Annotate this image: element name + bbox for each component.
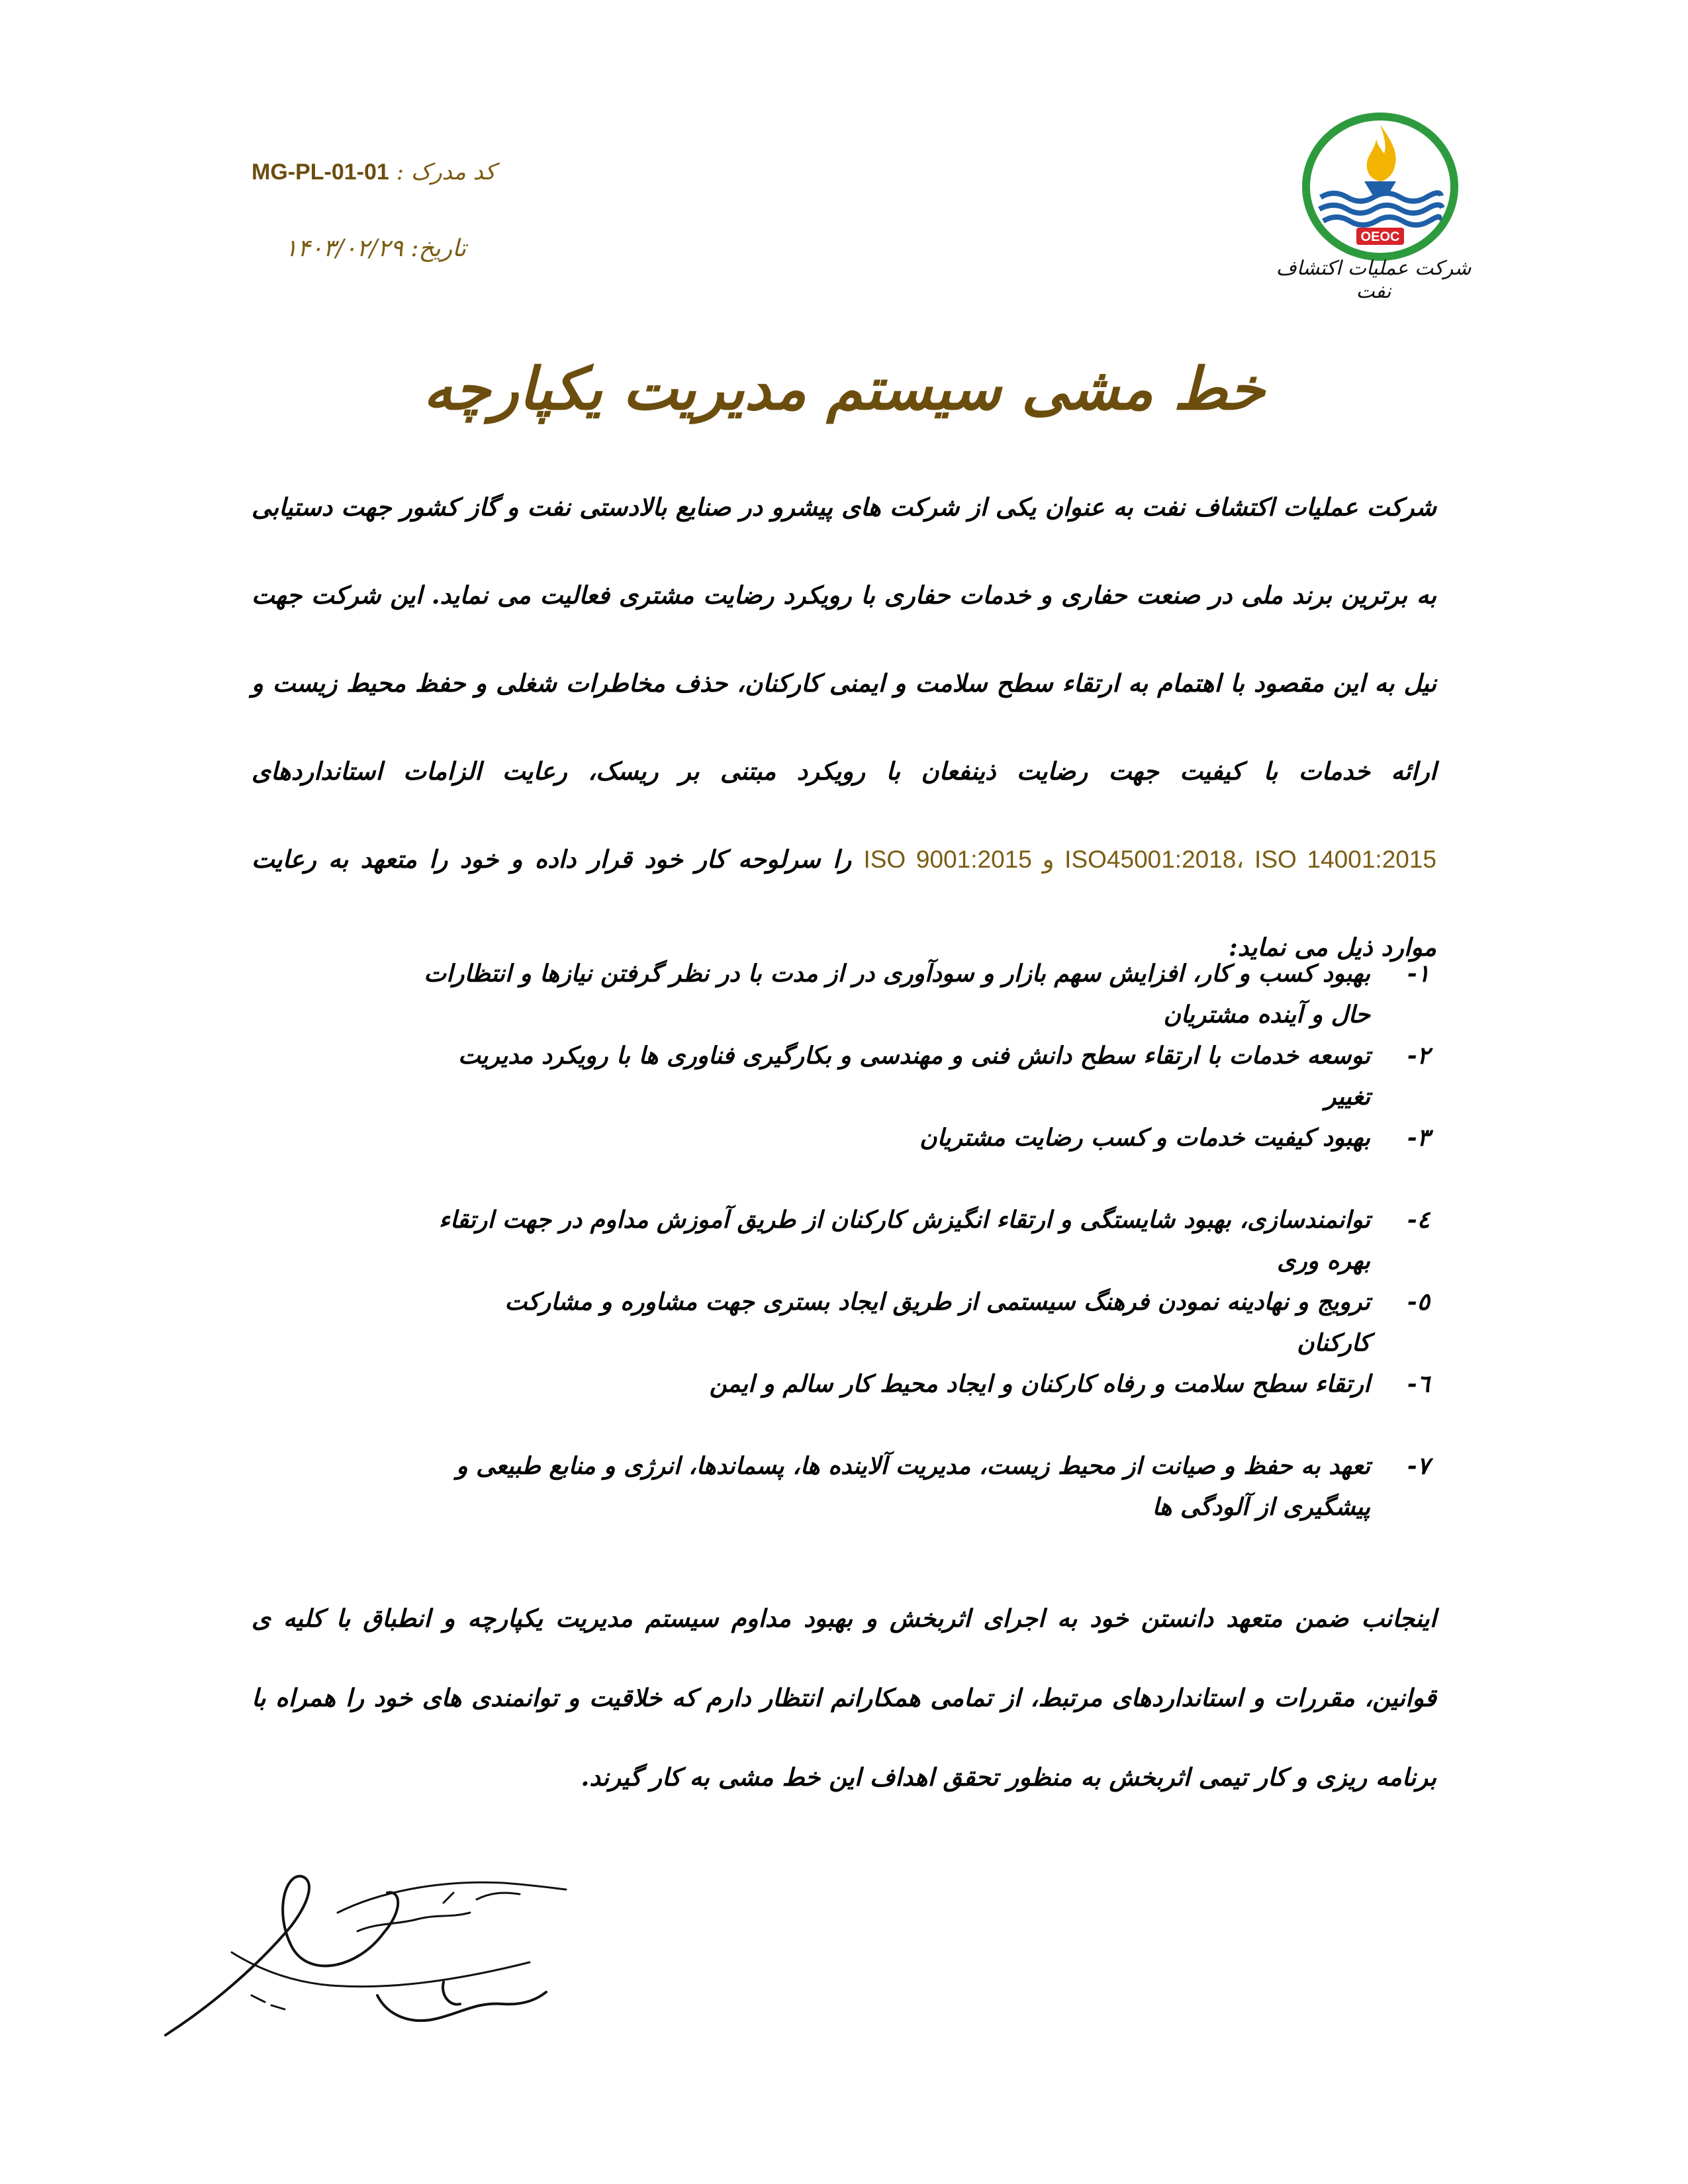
- closing-paragraph: اینجانب ضمن متعهد دانستن خود به اجرای اثربخش و بهبود مداوم سیستم مدیریت یکپارچه و انطباق با کلیه ی قوانین، مقررات و استانداردهای مرتبط، از تمامی همکارانم انتظار دارم که خلاقیت و توانمندی های خود را همراه با برنامه ریزی و کار تیمی اثربخش به منظور تحقق اهداف این خط مشی به کار گیرند.: [252, 1604, 1436, 1792]
- page-title: خط مشی سیستم مدیریت یکپارچه: [423, 354, 1265, 423]
- policy-list: [424, 953, 1430, 1527]
- iso-standards: ISO45001:2018، ISO 14001:2015 و ISO 9001:2015: [863, 846, 1437, 873]
- policy-item-number: ٦-: [1407, 1370, 1430, 1398]
- intro-text-before-iso: شرکت عملیات اکتشاف نفت به عنوان یکی از شرکت های پیشرو در صنایع بالادستی نفت و گاز کشور جهت دستیابی به برترین برند ملی در صنعت حفاری و خدمات حفاری با رویکرد رضایت مشتری فعالیت می نماید. این شرکت جهت نیل به این مقصود با اهتمام به ارتقاء سطح سلامت و ایمنی کارکنان، حذف مخاطرات شغلی و حفظ محیط زیست و ارائه خدمات با کیفیت جهت رضایت ذینفعان با رویکرد مبتنی بر ریسک، رعایت الزامات استانداردهای: [252, 492, 1436, 786]
- policy-item-1: [424, 953, 1430, 1035]
- policy-item-text: تعهد به حفظ و صیانت از محیط زیست، مدیریت آلاینده ها، پسماندها، انرژی و منابع طبیعی و پیشگیری از آلودگی ها: [456, 1452, 1370, 1521]
- logo-acronym: OEOC: [1360, 230, 1400, 244]
- policy-item-3: [424, 1117, 1430, 1199]
- policy-item-number: ۳-: [1407, 1124, 1430, 1152]
- document-date: تاریخ: ۱۴۰۳/۰۲/۲۹: [285, 235, 467, 262]
- policy-item-7: [424, 1445, 1430, 1527]
- intro-paragraph: [252, 463, 1436, 991]
- policy-item-number: ۱-: [1407, 960, 1430, 987]
- policy-item-6: [424, 1363, 1430, 1445]
- ceo-signature: [159, 1853, 583, 2052]
- policy-item-text: ترویج و نهادینه نمودن فرهنگ سیستمی از طریق ایجاد بستری جهت مشاوره و مشارکت کارکنان: [504, 1288, 1370, 1357]
- policy-item-2: [424, 1035, 1430, 1117]
- policy-item-text: بهبود کسب و کار، افزایش سهم بازار و سودآوری در از مدت با در نظر گرفتن نیازها و انتظارات حال و آینده مشتریان: [424, 960, 1370, 1028]
- intro-text-after-iso: را سرلوحه کار خود قرار داده و خود را متعهد به رعایت موارد ذیل می نماید:: [252, 844, 1436, 962]
- document-code: [252, 159, 496, 185]
- policy-item-number: ۲-: [1407, 1042, 1430, 1069]
- policy-item-text: ارتقاء سطح سلامت و رفاه کارکنان و ایجاد محیط کار سالم و ایمن: [709, 1370, 1370, 1398]
- policy-item-5: [424, 1281, 1430, 1363]
- document-code-label: کد مدرک :: [396, 159, 496, 185]
- policy-item-4: [424, 1199, 1430, 1281]
- policy-item-number: ٤-: [1407, 1206, 1430, 1234]
- policy-item-text: توانمندسازی، بهبود شایستگی و ارتقاء انگیزش کارکنان از طریق آموزش مداوم در جهت ارتقاء بهره وری: [438, 1206, 1370, 1275]
- policy-item-number: ٥-: [1407, 1288, 1430, 1316]
- document-code-value: MG-PL-01-01: [252, 159, 389, 185]
- company-name-caption: شرکت عملیات اکتشاف نفت: [1276, 257, 1472, 303]
- oeoc-emblem-icon: [1301, 113, 1460, 261]
- company-logo: [1274, 113, 1486, 311]
- policy-item-number: ۷-: [1407, 1452, 1430, 1480]
- policy-item-text: بهبود کیفیت خدمات و کسب رضایت مشتریان: [919, 1124, 1370, 1152]
- policy-item-text: توسعه خدمات با ارتقاء سطح دانش فنی و مهندسی و بکارگیری فناوری ها با رویکرد مدیریت تغییر: [457, 1042, 1370, 1111]
